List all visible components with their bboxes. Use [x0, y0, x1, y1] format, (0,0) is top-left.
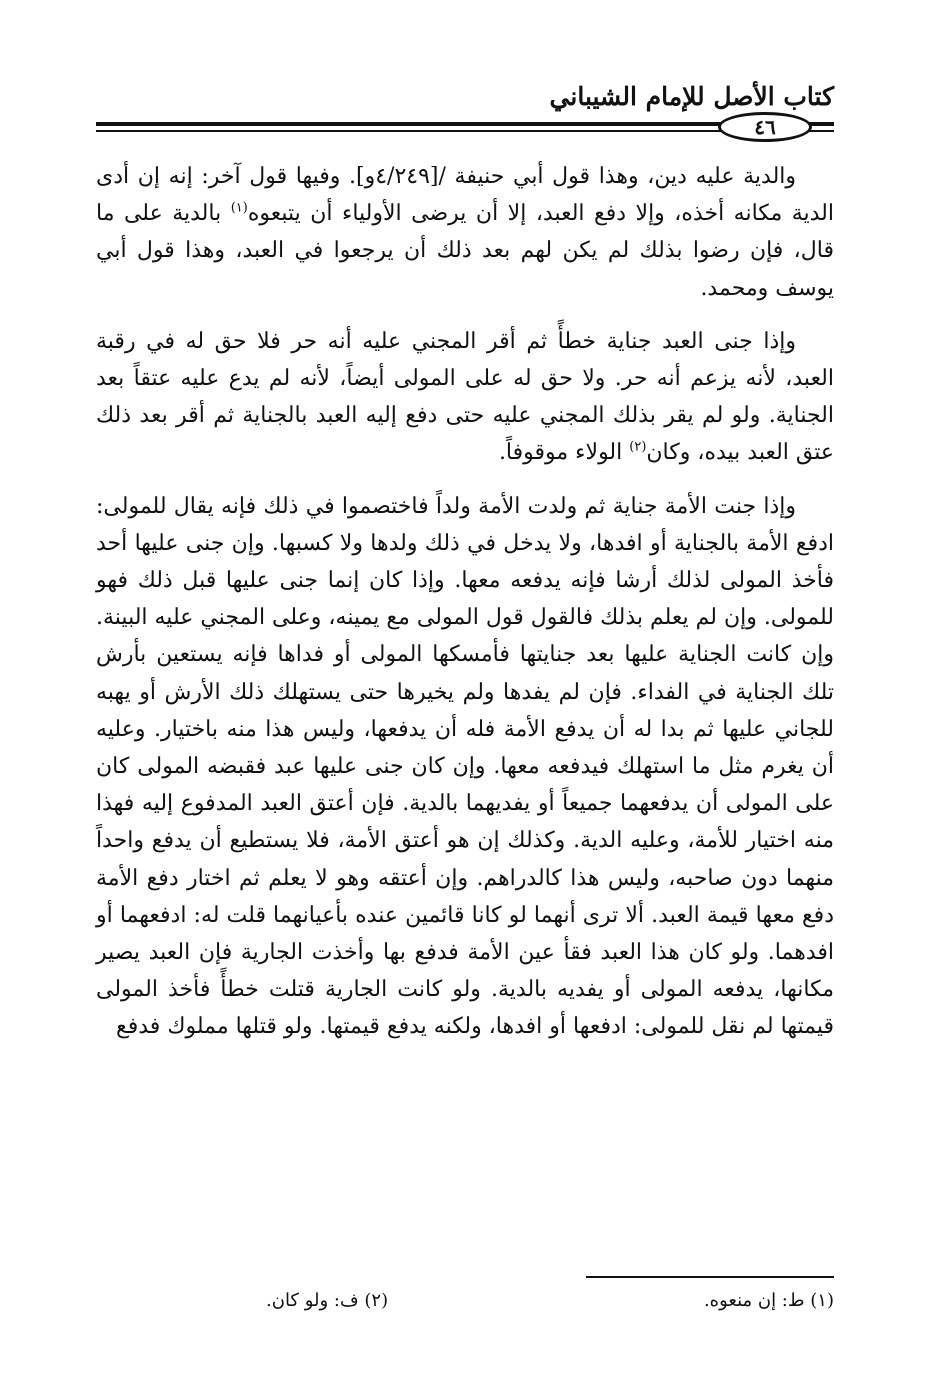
main-text: [96, 158, 834, 1046]
footnote-label: (١): [810, 1290, 834, 1311]
paragraph-3: وإذا جنت الأمة جناية ثم ولدت الأمة ولداً فاختصموا في ذلك فإنه يقال للمولى: ادفع الأمة بالجناية أو افدها، ولا يدخل في ذلك ولدها ولا كسبها. وإن جنى عليها أحد فأخذ المولى لذلك أرشا فإنه يدفعه معها. وإذا كان إنما جنى عليها قبل ذلك فهو للمولى. وإن لم يعلم بذلك فالقول قول المولى مع يمينه، وعلى المجني عليه البينة. وإن كانت الجناية عليها بعد جنايتها فأمسكها المولى أو فداها فإنه يستعين بأرش تلك الجناية في الفداء. فإن لم يفدها ولم يخيرها حتى يستهلك ذلك الأرش أو يهبه للجاني عليها ثم بدا له أن يدفع الأمة فله أن يدفعها، وليس هذا منه باختيار. وعليه أن يغرم مثل ما استهلك فيدفعه معها. وإن كان جنى عليها عبد فقبضه المولى كان على المولى أن يدفعهما جميعاً أو يفديهما بالدية. فإن أعتق العبد المدفوع إليه فهذا منه اختيار للأمة، وعليه الدية. وكذلك إن هو أعتق الأمة، فلا يستطيع أن يدفع واحداً منهما دون صاحبه، وليس هذا كالدراهم. وإن أعتقه وهو لا يعلم ثم اختار دفع الأمة دفع معها قيمة العبد. ألا ترى أنهما لو كانا قائمين عنده بأعيانهما قلت له: ادفعهما أو افدهما. ولو كان هذا العبد فقأ عين الأمة فدفع بها وأخذت الجارية فإن العبد يصير مكانها، يدفعه المولى أو يفديه بالدية. ولو كانت الجارية قتلت خطأً فأخذ المولى قيمتها لم نقل للمولى: ادفعها أو افدها، ولكنه يدفع قيمتها. ولو قتلها مملوك فدفع: [96, 493, 834, 1040]
paragraph-1: [96, 158, 834, 307]
paragraph-2-text-a: وإذا جنى العبد جناية خطأً ثم أقر المجني عليه أنه حر فلا حق له في رقبة العبد، لأنه يزعم أنه حر. ولا حق له على المولى أيضاً، لأنه لم يدع عليه عتقاً بعد الجناية. ولو لم يقر بذلك المجني عليه حتى دفع إليه العبد بالجناية ثم أقر بعد ذلك عتق العبد بيده، وكان: [96, 328, 834, 466]
footnote-text: ف: ولو كان.: [266, 1290, 359, 1311]
page-number: ٤٦: [718, 112, 812, 142]
footnote-divider: [586, 1276, 834, 1278]
footnote-text: ط: إن منعوه.: [703, 1290, 805, 1311]
paragraph-2: [96, 323, 834, 472]
footnotes: [96, 1290, 834, 1311]
footnote-label: (٢): [364, 1290, 389, 1311]
paragraph-1-text-b: بالدية على ما قال، فإن رضوا بذلك لم يكن لهم بعد ذلك أن يرجعوا في العبد، وهذا قول أبي يوسف ومحمد.: [96, 201, 834, 301]
running-title: كتاب الأصل للإمام الشيباني: [549, 82, 834, 111]
paragraph-2-text-b: الولاء موقوفاً.: [498, 440, 630, 466]
footnote-ref-1: (١): [230, 200, 248, 216]
footnote-2: [266, 1290, 388, 1311]
footnote-1: [704, 1290, 834, 1311]
footnote-ref-2: (٢): [629, 440, 647, 456]
paragraph-1-text-a: والدية عليه دين، وهذا قول أبي حنيفة /[٤/٢٤٩و]. وفيها قول آخر: إنه إن أدى الدية مكانه أخذه، وإلا دفع العبد، إلا أن يرضى الأولياء أن يتبعوه: [96, 164, 834, 227]
